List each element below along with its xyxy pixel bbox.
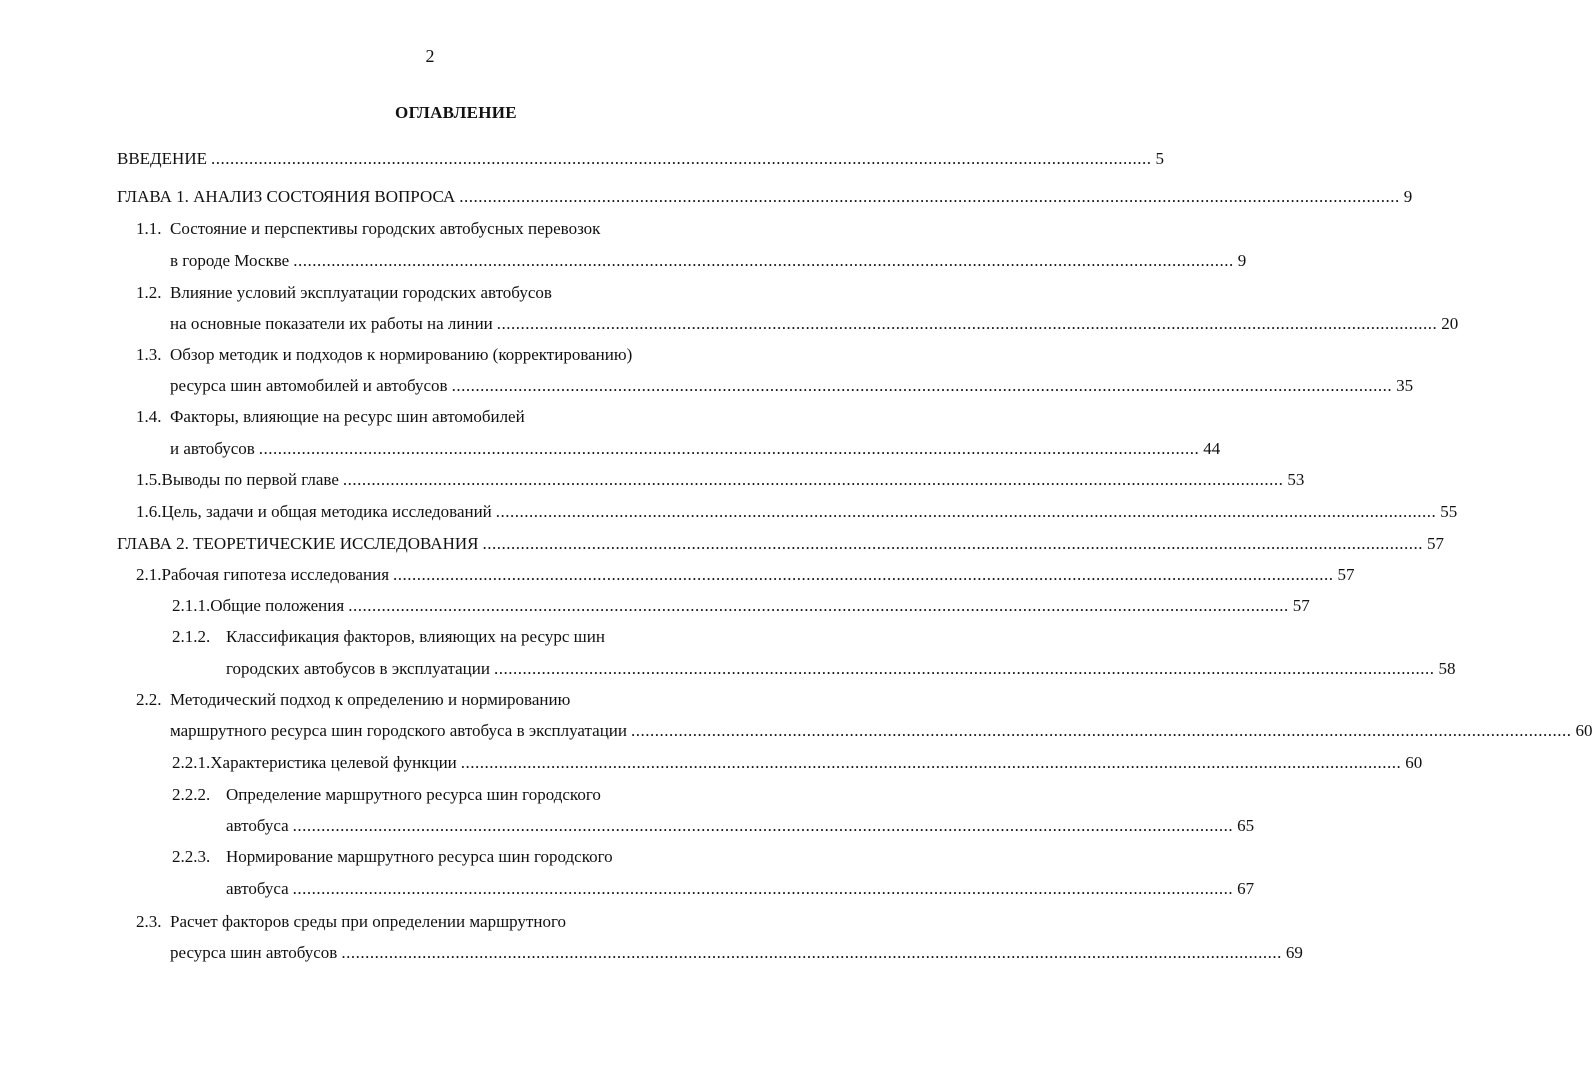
toc-entry-number: 1.1.: [136, 219, 162, 238]
toc-entry-number: 1.5.: [136, 470, 162, 489]
toc-entry-2-3-cont[interactable]: [170, 942, 1303, 964]
toc-entry-number: 1.3.: [136, 345, 162, 364]
dot-leader: ......................................................................................................................................................................................................: [348, 596, 1289, 615]
toc-entry-number: 2.1.: [136, 565, 162, 584]
toc-entry-2-1-1[interactable]: [172, 595, 1310, 617]
toc-entry-page: 58: [1438, 659, 1456, 678]
toc-entry-page: 53: [1287, 470, 1305, 489]
dot-leader: ......................................................................................................................................................................................................: [341, 943, 1282, 962]
toc-entry-text: Расчет факторов среды при определении маршрутного: [170, 912, 567, 931]
dot-leader: ......................................................................................................................................................................................................: [451, 376, 1393, 395]
dot-leader: ......................................................................................................................................................................................................: [482, 534, 1423, 553]
dot-leader: ......................................................................................................................................................................................................: [493, 659, 1435, 678]
toc-entry-number: 2.2.: [136, 690, 162, 709]
toc-entry-text: ресурса шин автобусов: [170, 943, 338, 962]
toc-entry-number: 2.2.1.: [172, 753, 211, 772]
page-number: 2: [425, 46, 435, 66]
toc-entry-number: 2.2.2.: [172, 785, 211, 804]
toc-entry-1-5[interactable]: [136, 469, 1305, 491]
toc-title: ОГЛАВЛЕНИЕ: [395, 103, 517, 122]
toc-entry-2-2-cont[interactable]: [170, 720, 1593, 742]
toc-entry-2-3[interactable]: [136, 911, 566, 933]
toc-entry-text: на основные показатели их работы на линии: [170, 314, 493, 333]
toc-entry-text: автобуса: [226, 816, 289, 835]
toc-entry-number: 2.1.1.: [172, 596, 211, 615]
toc-entry-2-1-2-cont[interactable]: [226, 658, 1456, 680]
toc-entry-1-1-cont[interactable]: [170, 250, 1247, 272]
toc-entry-chapter-1[interactable]: [117, 186, 1413, 208]
toc-entry-2-2-1[interactable]: [172, 752, 1423, 774]
toc-entry-text: маршрутного ресурса шин городского автобуса в эксплуатации: [170, 721, 627, 740]
toc-entry-page: 69: [1285, 943, 1303, 962]
dot-leader: ......................................................................................................................................................................................................: [459, 187, 1400, 206]
toc-entry-text: Классификация факторов, влияющих на ресурс шин: [226, 627, 605, 646]
toc-entry-text: Выводы по первой главе: [161, 470, 339, 489]
toc-entry-2-2-2[interactable]: [172, 784, 601, 806]
toc-entry-text: ВВЕДЕНИЕ: [117, 149, 207, 168]
toc-entry-number: 2.3.: [136, 912, 162, 931]
toc-entry-2-2-3-cont[interactable]: [226, 878, 1255, 900]
toc-entry-page: 65: [1237, 816, 1255, 835]
toc-entry-text: Характеристика целевой функции: [210, 753, 457, 772]
toc-entry-page: 9: [1237, 251, 1247, 270]
toc-entry-2-2-2-cont[interactable]: [226, 815, 1255, 837]
toc-entry-text: Рабочая гипотеза исследования: [161, 565, 390, 584]
toc-entry-2-1-2[interactable]: [172, 626, 605, 648]
dot-leader: ......................................................................................................................................................................................................: [293, 251, 1234, 270]
toc-entry-1-6[interactable]: [136, 501, 1458, 523]
toc-entry-introduction[interactable]: [117, 148, 1164, 170]
toc-entry-number: 1.4.: [136, 407, 162, 426]
toc-entry-text: Обзор методик и подходов к нормированию (корректированию): [170, 345, 633, 364]
toc-entry-1-4-cont[interactable]: [170, 438, 1221, 460]
toc-entry-number: 2.1.2.: [172, 627, 211, 646]
toc-entry-text: Факторы, влияющие на ресурс шин автомобилей: [170, 407, 525, 426]
toc-entry-page: 9: [1403, 187, 1413, 206]
toc-entry-number: 2.2.3.: [172, 847, 211, 866]
toc-entry-1-4[interactable]: [136, 406, 525, 428]
dot-leader: ......................................................................................................................................................................................................: [631, 721, 1572, 740]
toc-entry-page: 20: [1441, 314, 1459, 333]
dot-leader: ......................................................................................................................................................................................................: [342, 470, 1284, 489]
toc-entry-text: Общие положения: [210, 596, 345, 615]
toc-entry-text: автобуса: [226, 879, 289, 898]
toc-entry-text: Цель, задачи и общая методика исследований: [161, 502, 492, 521]
toc-entry-2-1[interactable]: [136, 564, 1355, 586]
toc-entry-text: Определение маршрутного ресурса шин городского: [226, 785, 601, 804]
toc-entry-1-3[interactable]: [136, 344, 632, 366]
toc-entry-text: Влияние условий эксплуатации городских автобусов: [170, 283, 552, 302]
toc-entry-number: 1.6.: [136, 502, 162, 521]
dot-leader: ......................................................................................................................................................................................................: [258, 439, 1200, 458]
dot-leader: ......................................................................................................................................................................................................: [496, 314, 1438, 333]
toc-entry-2-2-3[interactable]: [172, 846, 613, 868]
toc-entry-page: 67: [1237, 879, 1255, 898]
toc-entry-text: и автобусов: [170, 439, 255, 458]
toc-entry-page: 44: [1203, 439, 1221, 458]
toc-entry-text: в городе Москве: [170, 251, 290, 270]
toc-entry-text: ГЛАВА 2. ТЕОРЕТИЧЕСКИЕ ИССЛЕДОВАНИЯ: [117, 534, 479, 553]
toc-entry-text: ресурса шин автомобилей и автобусов: [170, 376, 448, 395]
toc-entry-page: 55: [1440, 502, 1458, 521]
dot-leader: ......................................................................................................................................................................................................: [460, 753, 1402, 772]
toc-entry-1-2[interactable]: [136, 282, 552, 304]
toc-entry-1-3-cont[interactable]: [170, 375, 1414, 397]
toc-entry-text: ГЛАВА 1. АНАЛИЗ СОСТОЯНИЯ ВОПРОСА: [117, 187, 456, 206]
toc-entry-page: 57: [1337, 565, 1355, 584]
toc-entry-text: Методический подход к определению и нормированию: [170, 690, 571, 709]
dot-leader: ......................................................................................................................................................................................................: [292, 816, 1234, 835]
toc-entry-1-2-cont[interactable]: [170, 313, 1459, 335]
toc-entry-text: Нормирование маршрутного ресурса шин городского: [226, 847, 613, 866]
toc-entry-text: городских автобусов в эксплуатации: [226, 659, 490, 678]
dot-leader: ......................................................................................................................................................................................................: [393, 565, 1334, 584]
toc-entry-number: 1.2.: [136, 283, 162, 302]
toc-entry-2-2[interactable]: [136, 689, 570, 711]
toc-entry-page: 5: [1155, 149, 1164, 168]
dot-leader: ......................................................................................................................................................................................................: [210, 149, 1152, 168]
toc-entry-page: 57: [1426, 534, 1444, 553]
toc-entry-text: Состояние и перспективы городских автобусных перевозок: [170, 219, 601, 238]
toc-entry-page: 35: [1396, 376, 1414, 395]
toc-entry-page: 60: [1405, 753, 1423, 772]
toc-entry-page: 60: [1575, 721, 1593, 740]
toc-entry-1-1[interactable]: [136, 218, 600, 240]
toc-entry-page: 57: [1292, 596, 1310, 615]
dot-leader: ......................................................................................................................................................................................................: [495, 502, 1437, 521]
dot-leader: ......................................................................................................................................................................................................: [292, 879, 1234, 898]
toc-entry-chapter-2[interactable]: [117, 533, 1444, 555]
